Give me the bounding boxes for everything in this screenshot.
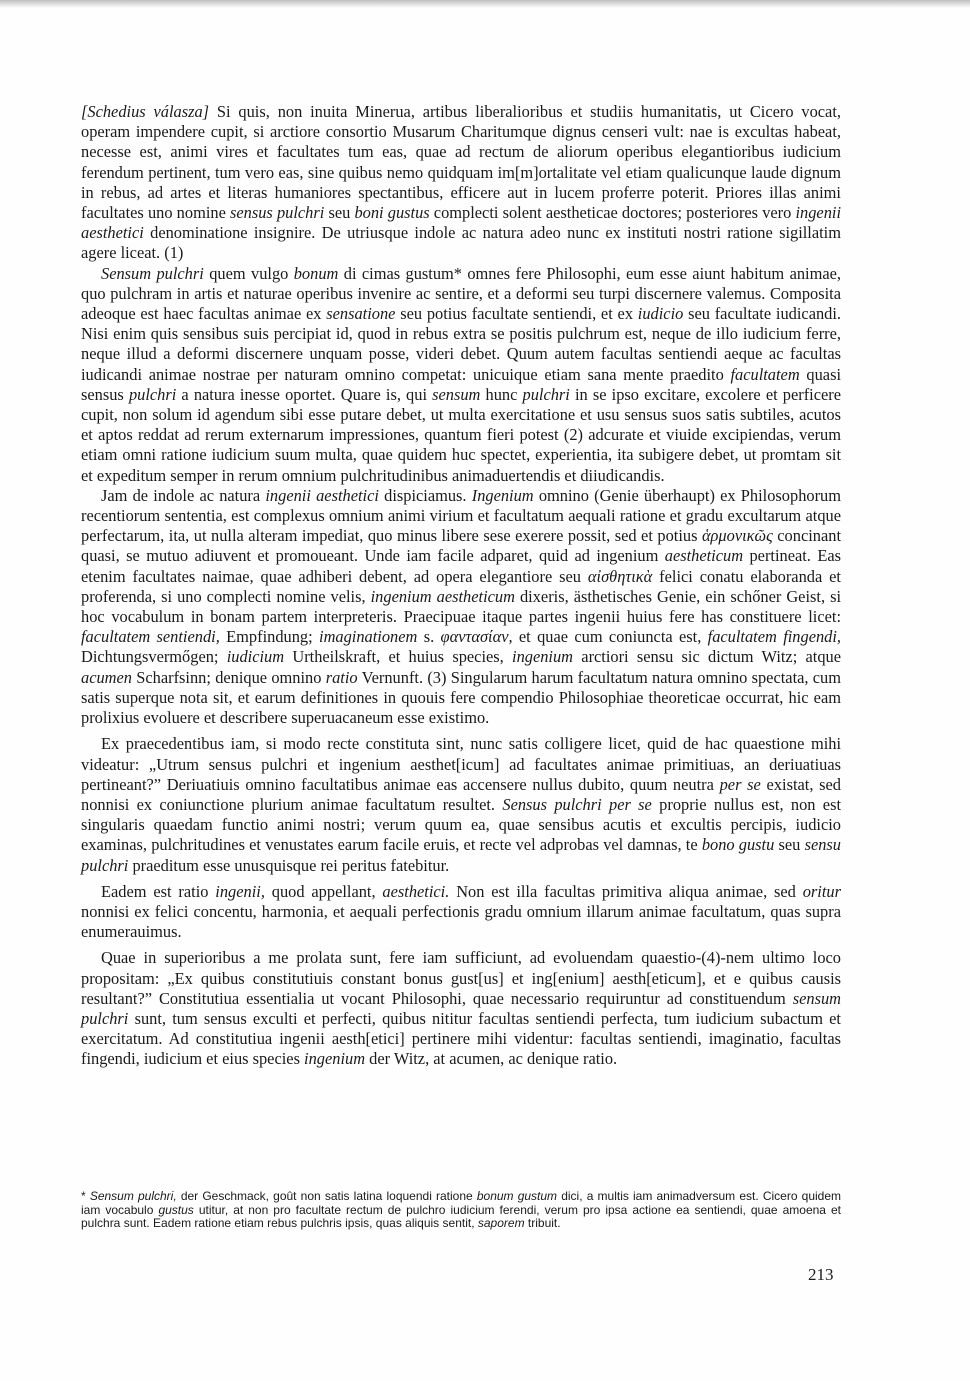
footnote: * Sensum pulchri, der Geschmack, goût non satis latina loquendi ratione bonum gustum dici, a multis iam animadversum est. Cicero quidem iam vocabulo gustus utitur, at non pro facultate rectum de pulchro iudicium ferendi, verum pro ipsa actione ea sentiendi, quae amoena et pulchra sunt. Eadem ratione etiam rebus pulchris ipsis, quas aliquis sentit, saporem tribuit. [81, 1189, 842, 1231]
italic-run: ingenii aesthetici [265, 485, 379, 505]
italic-run: facultatem fingendi, [707, 627, 842, 647]
italic-run: Sensum pulchri, [89, 1189, 177, 1203]
italic-run: ratio [325, 667, 358, 687]
italic-run: sensatione [326, 304, 396, 324]
italic-run: ἁρμονικῶς [701, 526, 773, 546]
italic-run: per se [719, 774, 761, 794]
italic-run: aesthetici. [382, 881, 450, 901]
paragraph-5: Eadem est ratio ingenii, quod appellant, aesthetici. Non est illa facultas primitiva aliqua animae, sed oritur nonnisi ex felici concentu, harmonia, et aequali perfectionis gradu omnium illarum animae facultatum, quas supra enumerauimus. [81, 881, 841, 942]
italic-run: bono gustu [701, 835, 775, 855]
paragraph-4: Ex praecedentibus iam, si modo recte constituta sint, nunc satis colligere licet, quid de hac quaestione mihi videatur: „Utrum sensus pulchri et ingenium aesthet[icum] ad facultates animae primitiuas, an deriuatiuas pertineant?” Deriuatiuis omnino facultatibus animae eas accensere nullus dubito, quum neutra per se existat, sed nonnisi ex coniunctione plurium animae facultatum resultet. Sensus pulchri per se proprie nullus est, non est singularis quaedam functio animi nostri; verum quum ea, quae sensibus acutis et excultis percipis, iudicio examinas, pulchritudines et venustates earum facile eruis, et recte vel adprobas vel damnas, te bono gustu seu sensu pulchri praeditum esse unusquisque rei peritus fatebitur. [81, 734, 842, 875]
paragraph-6: Quae in superioribus a me prolata sunt, fere iam sufficiunt, ad evoluendam quaestio-(4)-nem ultimo loco propositam: „Ex quibus constitutiuis constant bonus gust[us] et ing[enium] aesth[eticum], et e quibus causis resultant?” Constitutiua essentialia ut vocant Philosophi, quae necessario requiruntur ad constituendum sensum pulchri sunt, tum sensus exculti et perfecti, quibus nititur facultas sentiendi perfecta, tum iudicium subactum et exercitatum. Ad constitutiua ingenii aesth[etici] pertinere mihi videntur: facultas sentiendi, imaginatio, facultas fingendi, iudicium et eius species ingenium der Witz, at acumen, ac denique ratio. [81, 948, 841, 1069]
main-text [81, 102, 841, 1070]
italic-run: oritur [802, 881, 841, 901]
italic-run: sensu pulchri [81, 835, 841, 875]
italic-run: aestheticum [664, 546, 744, 566]
italic-run: ingenii, [215, 881, 265, 901]
italic-run: αἰσθητικὰ [587, 566, 653, 586]
italic-run: Sensus pulchri per se [502, 794, 652, 814]
page-top-edge [0, 0, 970, 8]
paragraph-3: Jam de indole ac natura ingenii aesthetici dispiciamus. Ingenium omnino (Genie überhaupt) ex Philosophorum recentiorum sententia, est complexus omnium animi virium et facultatum aequali ratione et gradu excultarum atque perfectarum, ita, ut nulla alteram impediat, quo minus libere sese exerere possit, sed et potius ἁρμονικῶς concinant quasi, se mutuo adiuvent et promoueant. Unde iam facile adparet, quid ad ingenium aestheticum pertineat. Eas etenim facultates naimae, quae adhiberi debent, ad opera elegantiore seu αἰσθητικὰ felici conatu elaboranda et proferenda, si uno complecti nomine velis, ingenium aestheticum dixeris, ästhetisches Genie, ein schőner Geist, si hoc vocabulum in bonam partem interpreteris. Praecipuae itaque partes ingenii huius fere has constituere licet: facultatem sentiendi, Empfindung; imaginationem s. φαντασίαν, et quae cum coniuncta est, facultatem fingendi, Dichtungsvermőgen; iudicium Urtheilskraft, et huius species, ingenium arctiori sensu sic dictum Witz; atque acumen Scharfsinn; denique omnino ratio Vernunft. (3) Singularum harum facultatum natura omnino spectata, cum satis superque nota sit, et earum definitiones in quouis fere compendio Philosophiae theoreticae occurrat, hic eam prolixius evoluere et describere superuacaneum esse existimo. [81, 485, 842, 728]
italic-run: facultatem sentiendi, [81, 627, 220, 647]
italic-run: ingenium aestheticum [370, 586, 515, 606]
italic-run: [Schedius válasza] [81, 102, 210, 121]
italic-run: ingenium [512, 647, 574, 667]
italic-run: pulchri [128, 384, 177, 404]
italic-run: ingenium [304, 1049, 366, 1069]
italic-run: gustus [158, 1202, 194, 1217]
italic-run: bonum [293, 263, 339, 283]
italic-run: boni gustus [354, 203, 430, 223]
italic-run: facultatem [730, 364, 800, 384]
paragraph-2: Sensum pulchri quem vulgo bonum di cimas gustum* omnes fere Philosophi, eum esse aiunt habitum animae, quo pulchram in artis et naturae operibus invenire ac sentire, et a deformi seu turpi discernere valemus. Composita adeoque est haec facultas animae ex sensatione seu potius facultate sentiendi, et ex iudicio seu facultate iudicandi. Nisi enim quis sensibus suis percipiat id, quod in rebus extra se positis pulchrum est, neque de illo iudicium ferre, neque illud a deformi discernere unquam posse, videri debet. Quum autem facultas sentiendi aeque ac facultas iudicandi animae nostrae per naturam omnino competat: unicuique etiam sana mente praedito facultatem quasi sensus pulchri a natura inesse oportet. Quare is, qui sensum hunc pulchri in se ipso excitare, excolere et perficere cupit, non solum id agendum sibi esse putare debet, ut multa exercitatione et usu sensus suos satis subtiles, acutos et aptos reddat ad rerum externarum impressiones, quantum fieri potest (2) adcurate et viuide excipiendas, verum etiam omni ratione iudicium suum multa, quae quidem huc spectet, experientia, ita subigere debet, ut promtam sit et expeditum semper in rerum omnium pulchritudinibus animaduertendis et diiudicandis. [81, 263, 842, 485]
italic-run: Sensum pulchri [101, 263, 204, 283]
italic-run: imaginationem [319, 627, 418, 647]
italic-run: Ingenium [471, 485, 534, 505]
italic-run: bonum gustum [476, 1189, 558, 1203]
italic-run: ingenii aesthetici [81, 203, 842, 243]
italic-run: φαντασίαν [440, 627, 509, 647]
italic-run: saporem [477, 1216, 525, 1231]
italic-run: pulchri [522, 384, 570, 404]
italic-run: acumen [81, 667, 132, 687]
italic-run: iudicio [637, 304, 684, 324]
page-number: 213 [808, 1265, 834, 1284]
italic-run: sensum pulchri [81, 988, 841, 1028]
italic-run: sensum [432, 384, 481, 404]
italic-run: sensus pulchri [230, 203, 325, 223]
paragraph-1: [Schedius válasza] Si quis, non inuita Minerua, artibus liberalioribus et studiis humanitatis, ut Cicero vocat, operam impendere cupit, si arctiore consortio Musarum Charitumque dignus censeri vult: nae is excultas habeat, necesse est, animi vires et facultates tum eas, quae ad rectum de aliorum operibus elegantioribus iudicium ferendum pertinent, tum vero eas, sine quibus nemo quidquam im[m]ortalitate vel etiam qualicunque laude dignum in rebus, ad artes et literas humaniores spectantibus, efficere aut in lucem proferre poterit. Priores illas animi facultates uno nomine sensus pulchri seu boni gustus complecti solent aestheticae doctores; posteriores vero ingenii aesthetici denominatione insignire. De utriusque indole ac natura adeo nunc ex instituti nostri ratione sigillatim agere liceat. (1) [81, 102, 842, 263]
italic-run: iudicium [226, 647, 285, 667]
